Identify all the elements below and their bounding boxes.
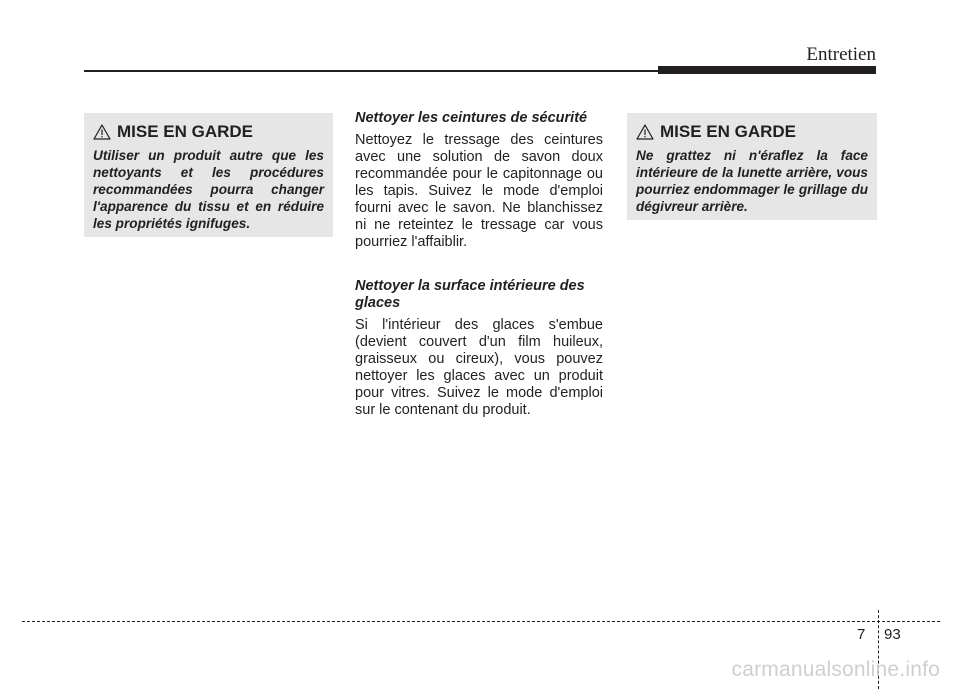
warning-heading: MISE EN GARDE xyxy=(117,122,254,141)
watermark: carmanualsonline.info xyxy=(731,658,940,681)
section-body-seatbelts: Nettoyez le tressage des ceintures avec une solution de savon doux recommandée pour le capitonnage ou les tapis. Suivez le mode d'emploi fourni avec le savon. Ne blanchissez ni ne reteintez le tressage car vous pourriez l'affaiblir. xyxy=(355,132,603,250)
warning-triangle-icon xyxy=(93,124,111,140)
warning-heading-row xyxy=(636,122,868,142)
chapter-number: 7 xyxy=(857,626,866,643)
header-rule-thick xyxy=(658,66,876,74)
content-column xyxy=(355,110,603,446)
header-title: Entretien xyxy=(806,44,876,65)
warning-triangle-icon xyxy=(636,124,654,140)
page-number: 93 xyxy=(884,626,901,643)
section-heading-seatbelts: Nettoyer les ceintures de sécurité xyxy=(355,110,588,126)
warning-heading: MISE EN GARDE xyxy=(660,122,797,141)
header-rule xyxy=(84,70,664,72)
section-heading-glass: Nettoyer la surface intérieure des glaces xyxy=(355,278,585,311)
warning-text: Ne grattez ni n'éraflez la face intérieure de la lunette arrière, vous pourriez endommager le grillage du dégivreur arrière. xyxy=(636,148,868,214)
section-body-glass: Si l'intérieur des glaces s'embue (devient couvert d'un film huileux, graisseux ou cireux), vous pouvez nettoyer les glaces avec un produit pour vitres. Suivez le mode d'emploi sur le contenant du produit. xyxy=(355,317,603,418)
warning-box-right xyxy=(627,113,877,220)
warning-heading-row xyxy=(93,122,324,142)
footer-divider xyxy=(22,621,940,622)
warning-text: Utiliser un produit autre que les nettoyants et les procédures recommandées pourra changer l'apparence du tissu et en réduire les propriétés ignifuges. xyxy=(93,148,324,231)
warning-box-left xyxy=(84,113,333,237)
